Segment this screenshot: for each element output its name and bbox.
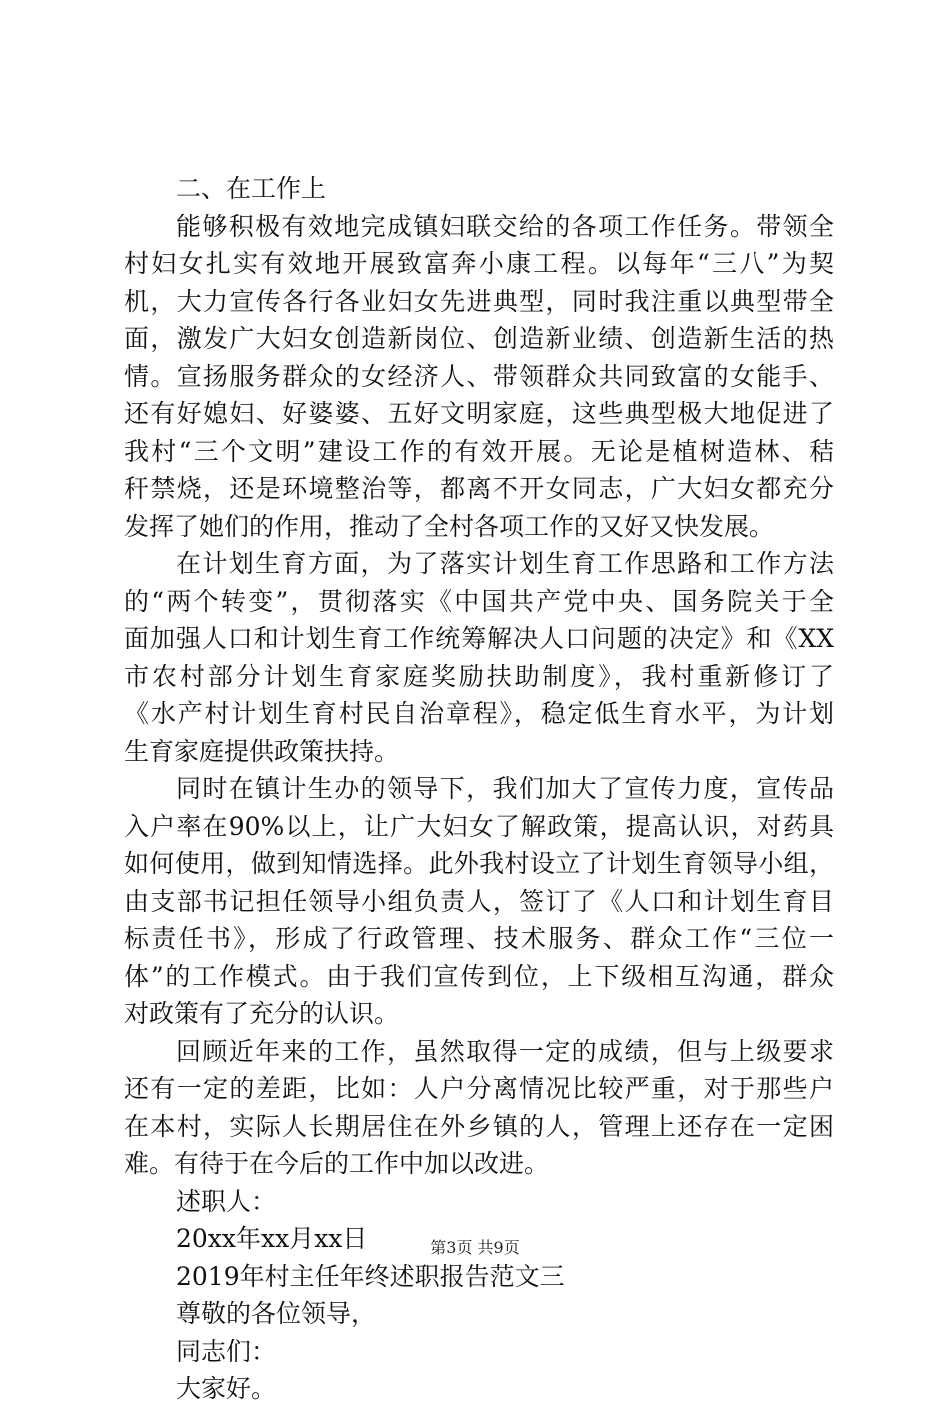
text-line: 入户率在90%以上，让广大妇女了解政策，提高认识，对药具 (124, 811, 834, 841)
text-line: 《水产村计划生育村民自治章程》，稳定低生育水平，为计划 (124, 699, 834, 728)
text-line: 市农村部分计划生育家庭奖励扶助制度》，我村重新修订了 (124, 661, 834, 691)
text-line: 村妇女扎实有效地开展致富奔小康工程。以每年“三八”为契 (124, 249, 834, 278)
text-line: 我村“三个文明”建设工作的有效开展。无论是植树造林、秸 (124, 436, 834, 466)
text-line: 情。宣扬服务群众的女经济人、带领群众共同致富的女能手、 (124, 361, 834, 391)
text-line: 面，激发广大妇女创造新岗位、创造新业绩、创造新生活的热 (124, 324, 834, 353)
text-line: 标责任书》，形成了行政管理、技术服务、群众工作“三位一 (124, 924, 834, 953)
text-line: 如何使用，做到知情选择。此外我村设立了计划生育领导小组， (124, 849, 834, 878)
paragraph-family-planning (124, 545, 834, 770)
page-indicator: 第3页 共9页 (430, 1238, 520, 1257)
text-line: 秆禁烧，还是环境整治等，都离不开女同志，广大妇女都充分 (124, 474, 834, 503)
paragraph-work-tasks (124, 208, 834, 546)
text-line: 由支部书记担任领导小组负责人，签订了《人口和计划生育目 (124, 886, 834, 916)
text-line: 在计划生育方面，为了落实计划生育工作思路和工作方法 (176, 549, 834, 578)
report-date: 20xx年xx月xx日 (176, 1224, 368, 1253)
text-line: 体”的工作模式。由于我们宣传到位，上下级相互沟通，群众 (124, 961, 834, 991)
text-line: 还有好媳妇、好婆婆、五好文明家庭，这些典型极大地促进了 (124, 399, 834, 428)
paragraph-review (124, 1033, 834, 1183)
text-line: 能够积极有效地完成镇妇联交给的各项工作任务。带领全 (176, 211, 834, 241)
text-line: 的“两个转变”，贯彻落实《中国共产党中央、国务院关于全 (124, 586, 834, 616)
paragraph-publicity (124, 770, 834, 1033)
text-line: 在本村，实际人长期居住在外乡镇的人，管理上还存在一定困 (124, 1111, 834, 1141)
section-heading: 二、在工作上 (176, 174, 327, 203)
salutation-comrades: 同志们： (176, 1336, 277, 1366)
signature-label: 述职人： (176, 1186, 277, 1216)
document-body (124, 170, 834, 1408)
text-line: 生育家庭提供政策扶持。 (124, 736, 400, 766)
next-document-title: 2019年村主任年终述职报告范文三 (176, 1261, 565, 1291)
text-line: 机，大力宣传各行各业妇女先进典型，同时我注重以典型带全 (124, 286, 834, 316)
greeting: 大家好。 (176, 1374, 277, 1403)
text-line: 对政策有了充分的认识。 (124, 999, 400, 1028)
text-line: 还有一定的差距，比如：人户分离情况比较严重，对于那些户 (124, 1074, 834, 1103)
text-line: 发挥了她们的作用，推动了全村各项工作的又好又快发展。 (124, 511, 775, 541)
text-line: 面加强人口和计划生育工作统筹解决人口问题的决定》和《XX (124, 624, 834, 653)
text-line: 回顾近年来的工作，虽然取得一定的成绩，但与上级要求 (176, 1036, 834, 1066)
text-line: 同时在镇计生办的领导下，我们加大了宣传力度，宣传品 (176, 774, 834, 803)
salutation-leaders: 尊敬的各位领导， (176, 1299, 377, 1328)
text-line: 难。有待于在今后的工作中加以改进。 (124, 1149, 550, 1178)
